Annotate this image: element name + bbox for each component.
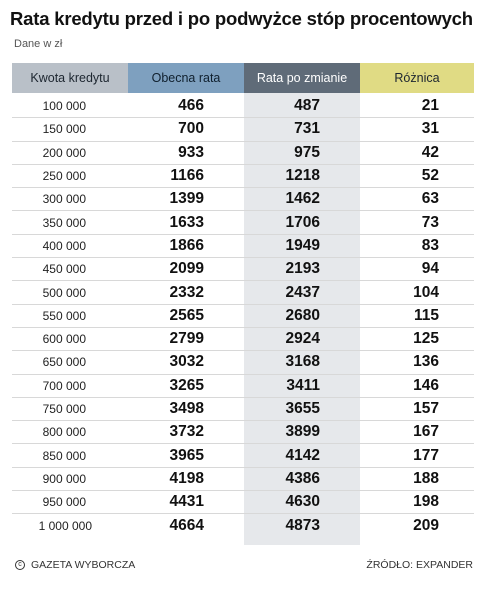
cell-amount: 150 000 xyxy=(42,122,86,137)
cell-current-rate: 3965 xyxy=(169,446,204,464)
cell-current-rate: 1633 xyxy=(169,213,204,231)
cell-new-rate: 1218 xyxy=(285,167,320,185)
cell-amount: 650 000 xyxy=(42,355,86,370)
header-new-rate: Rata po zmianie xyxy=(244,63,360,93)
publisher-credit xyxy=(15,559,135,571)
cell-difference: 125 xyxy=(413,330,439,348)
cell-amount: 1 000 000 xyxy=(38,519,92,534)
header-amount: Kwota kredytu xyxy=(12,63,128,93)
chart-title: Rata kredytu przed i po podwyżce stóp procentowych xyxy=(10,8,473,29)
table-row xyxy=(12,305,474,328)
cell-amount: 350 000 xyxy=(42,215,86,230)
table-row xyxy=(12,118,474,141)
cell-amount: 700 000 xyxy=(42,378,86,393)
cell-new-rate: 1462 xyxy=(285,190,320,208)
cell-amount: 800 000 xyxy=(42,425,86,440)
cell-current-rate: 2332 xyxy=(169,283,204,301)
cell-current-rate: 4664 xyxy=(169,517,204,535)
cell-current-rate: 1399 xyxy=(169,190,204,208)
cell-amount: 250 000 xyxy=(42,169,86,184)
table-row xyxy=(12,142,474,165)
cell-difference: 83 xyxy=(421,236,439,254)
cell-amount: 600 000 xyxy=(42,332,86,347)
cell-difference: 104 xyxy=(413,283,439,301)
header-difference: Różnica xyxy=(360,63,474,93)
cell-difference: 157 xyxy=(413,400,439,418)
cell-new-rate: 3899 xyxy=(285,423,320,441)
cell-difference: 209 xyxy=(413,517,439,535)
cell-amount: 950 000 xyxy=(42,495,86,510)
cell-difference: 31 xyxy=(421,120,439,138)
cell-difference: 136 xyxy=(413,353,439,371)
cell-current-rate: 933 xyxy=(178,143,204,161)
cell-new-rate: 3168 xyxy=(285,353,320,371)
cell-new-rate: 4873 xyxy=(285,517,320,535)
cell-new-rate: 3655 xyxy=(285,400,320,418)
cell-new-rate: 731 xyxy=(294,120,320,138)
cell-amount: 750 000 xyxy=(42,402,86,417)
cell-current-rate: 3032 xyxy=(169,353,204,371)
table-row xyxy=(12,375,474,398)
cell-amount: 450 000 xyxy=(42,262,86,277)
cell-amount: 850 000 xyxy=(42,448,86,463)
cell-difference: 198 xyxy=(413,493,439,511)
table-row xyxy=(12,95,474,118)
cell-current-rate: 4431 xyxy=(169,493,204,511)
cell-difference: 177 xyxy=(413,446,439,464)
cell-difference: 52 xyxy=(421,167,439,185)
cell-new-rate: 1706 xyxy=(285,213,320,231)
table-row xyxy=(12,235,474,258)
cell-new-rate: 4386 xyxy=(285,469,320,487)
source-credit: ŹRÓDŁO: EXPANDER xyxy=(366,559,473,571)
cell-new-rate: 3411 xyxy=(286,376,320,394)
table-row xyxy=(12,468,474,491)
cell-difference: 115 xyxy=(413,306,439,324)
cell-new-rate: 4142 xyxy=(285,446,320,464)
table-row xyxy=(12,165,474,188)
cell-current-rate: 466 xyxy=(178,97,204,115)
cell-new-rate: 2924 xyxy=(285,330,320,348)
cell-current-rate: 2565 xyxy=(169,306,204,324)
cell-current-rate: 3265 xyxy=(169,376,204,394)
cell-current-rate: 2099 xyxy=(169,260,204,278)
cell-difference: 94 xyxy=(421,260,439,278)
cell-new-rate: 4630 xyxy=(285,493,320,511)
table-row xyxy=(12,328,474,351)
table-row xyxy=(12,212,474,235)
cell-difference: 63 xyxy=(421,190,439,208)
cell-amount: 400 000 xyxy=(42,238,86,253)
copyright-icon: c xyxy=(15,560,25,570)
cell-amount: 900 000 xyxy=(42,471,86,486)
cell-new-rate: 2680 xyxy=(285,306,320,324)
table-row xyxy=(12,281,474,304)
table-row xyxy=(12,514,474,537)
cell-amount: 200 000 xyxy=(42,145,86,160)
data-table xyxy=(12,63,474,545)
cell-new-rate: 975 xyxy=(294,143,320,161)
table-row xyxy=(12,491,474,514)
table-row xyxy=(12,421,474,444)
table-row xyxy=(12,258,474,281)
cell-current-rate: 4198 xyxy=(169,469,204,487)
cell-difference: 146 xyxy=(413,376,439,394)
cell-new-rate: 1949 xyxy=(285,236,320,254)
table-row xyxy=(12,445,474,468)
cell-current-rate: 2799 xyxy=(169,330,204,348)
table-row xyxy=(12,398,474,421)
cell-current-rate: 3732 xyxy=(169,423,204,441)
cell-new-rate: 2193 xyxy=(285,260,320,278)
cell-amount: 500 000 xyxy=(42,285,86,300)
cell-new-rate: 2437 xyxy=(285,283,320,301)
cell-difference: 73 xyxy=(421,213,439,231)
cell-current-rate: 1166 xyxy=(170,167,204,185)
cell-difference: 21 xyxy=(421,97,439,115)
cell-amount: 100 000 xyxy=(42,99,86,114)
chart-subtitle: Dane w zł xyxy=(14,38,63,50)
table-row xyxy=(12,351,474,374)
cell-amount: 550 000 xyxy=(42,308,86,323)
cell-current-rate: 3498 xyxy=(169,400,204,418)
cell-current-rate: 700 xyxy=(178,120,204,138)
publisher-name: GAZETA WYBORCZA xyxy=(31,559,136,571)
table-row xyxy=(12,188,474,211)
cell-current-rate: 1866 xyxy=(169,236,204,254)
cell-new-rate: 487 xyxy=(294,97,320,115)
header-current-rate: Obecna rata xyxy=(128,63,244,93)
cell-difference: 188 xyxy=(413,469,439,487)
cell-difference: 167 xyxy=(413,423,439,441)
cell-amount: 300 000 xyxy=(42,192,86,207)
cell-difference: 42 xyxy=(421,143,439,161)
